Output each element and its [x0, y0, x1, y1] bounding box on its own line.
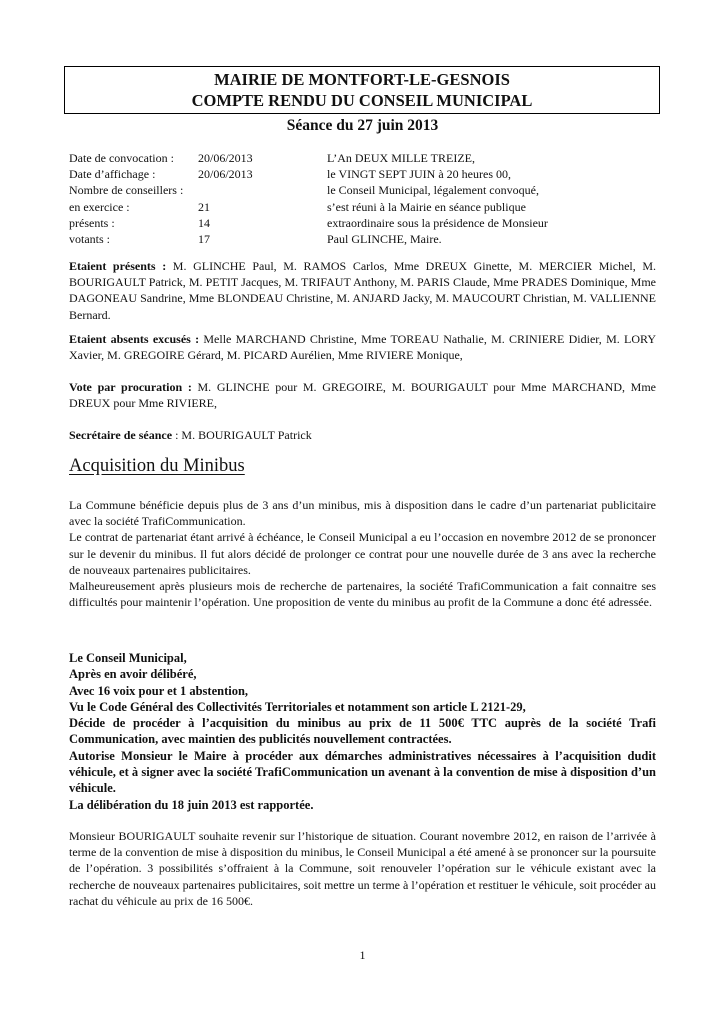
preamble-line: le Conseil Municipal, légalement convoqué, [327, 183, 539, 198]
preamble-line: extraordinaire sous la présidence de Monsieur [327, 215, 548, 230]
deliberation-block [69, 650, 656, 813]
intro-paragraph: Malheureusement après plusieurs mois de recherche de partenaires, la société TrafiCommunication a fait connaitre ses difficultés pour maintenir l’opération. Une proposition de vente du minibus au profit de la Commune a donc été adressée. [69, 579, 656, 610]
session-secretary [69, 427, 656, 443]
title-box [64, 66, 660, 114]
meta-label: Nombre de conseillers : [69, 183, 184, 198]
meta-value: 14 [198, 215, 210, 230]
meta-value [198, 182, 253, 198]
excused-members [69, 331, 656, 363]
meta-value: 20/06/2013 [198, 151, 253, 165]
meta-value: 21 [198, 199, 210, 214]
session-date: Séance du 27 juin 2013 [286, 117, 439, 134]
intro-paragraph: La Commune bénéficie depuis plus de 3 ans d’un minibus, mis à disposition dans le cadre d’un partenariat publicitaire avec la société TrafiCommunication. [69, 498, 656, 529]
proxy-label: Vote par procuration : [69, 380, 192, 394]
section-heading: Acquisition du Minibus [69, 456, 245, 476]
meta-value: 20/06/2013 [198, 167, 253, 182]
present-members [69, 258, 656, 323]
meta-label: en exercice : [69, 199, 130, 214]
intro-paragraph: Le contrat de partenariat étant arrivé à échéance, le Conseil Municipal a eu l’occasion en novembre 2012 de se prononcer sur le devenir du minibus. Il fut alors décidé de prolonger ce contrat pour une nouvelle durée de 3 ans avec la recherche de nouveaux partenaires publicitaires. [69, 530, 656, 577]
deliberation-line: Autorise Monsieur le Maire à procéder aux démarches administratives nécessaires à l’acquisition dudit véhicule, et à signer avec la société TrafiCommunication un avenant à la convention de mise à disposition d’un véhicule. [69, 748, 656, 796]
excused-label: Etaient absents excusés : [69, 332, 200, 346]
title-line-2: COMPTE RENDU DU CONSEIL MUNICIPAL [191, 91, 533, 110]
meta-label: votants : [69, 231, 110, 246]
proxy-votes [69, 379, 656, 411]
deliberation-line: Vu le Code Général des Collectivités Territoriales et notamment son article L 2121-29, [69, 699, 526, 714]
meta-labels [69, 150, 183, 247]
closing-paragraph: Monsieur BOURIGAULT souhaite revenir sur l’historique de situation. Courant novembre 2012, en raison de l’arrivée à terme de la convention de mise à disposition du minibus, le Conseil Municipal a été amené à se prononcer sur la poursuite de l’opération. 3 possibilités s’offraient à la Commune, soit renouveler l’opération sur le véhicule existant avec la recherche de nouveaux partenaires publicitaires, soit mettre un terme à l’opération et restituer le véhicule, soit procéder au rachat du véhicule au prix de 16 500€. [69, 829, 656, 908]
preamble-line: Paul GLINCHE, Maire. [327, 231, 442, 246]
meta-label: Date de convocation : [69, 151, 174, 165]
deliberation-line: Après en avoir délibéré, [69, 667, 197, 682]
proxy-list: M. GLINCHE pour M. GREGOIRE, M. BOURIGAULT pour Mme MARCHAND, Mme DREUX pour Mme RIVIERE, [69, 380, 656, 411]
meta-label: présents : [69, 215, 115, 230]
meta-values [198, 150, 253, 247]
deliberation-line: Avec 16 voix pour et 1 abstention, [69, 683, 249, 698]
meta-value: 17 [198, 231, 210, 246]
secretary-label: Secrétaire de séance [69, 428, 173, 442]
preamble [327, 150, 548, 247]
title-line-1: MAIRIE DE MONTFORT-LE-GESNOIS [214, 70, 510, 89]
page-number: 1 [359, 948, 366, 962]
meta-label: Date d’affichage : [69, 167, 156, 182]
excused-list: Melle MARCHAND Christine, Mme TOREAU Nathalie, M. CRINIERE Didier, M. LORY Xavier, M. GREGOIRE Gérard, M. PICARD Aurélien, Mme RIVIERE Monique, [69, 332, 656, 363]
present-list: M. GLINCHE Paul, M. RAMOS Carlos, Mme DREUX Ginette, M. MERCIER Michel, M. BOURIGAULT Patrick, M. PETIT Jacques, M. TRIFAUT Anthony, M. PARIS Claude, Mme PRADES Dominique, Mme DAGONEAU Sandrine, Mme BLONDEAU Christine, M. ANJARD Jacky, M. MAUCOURT Christian, M. VALLIENNE Bernard. [69, 259, 656, 322]
secretary-name: : M. BOURIGAULT Patrick [172, 428, 312, 442]
present-label: Etaient présents : [69, 259, 167, 273]
preamble-line: L’An DEUX MILLE TREIZE, [327, 151, 475, 165]
preamble-line: le VINGT SEPT JUIN à 20 heures 00, [327, 167, 511, 182]
deliberation-line: Décide de procéder à l’acquisition du minibus au prix de 11 500€ TTC auprès de la société Trafi Communication, avec maintien des publicités nouvellement contractées. [69, 716, 656, 747]
deliberation-line: La délibération du 18 juin 2013 est rapportée. [69, 797, 314, 812]
deliberation-line: Le Conseil Municipal, [69, 651, 187, 665]
intro-text [69, 497, 656, 610]
preamble-line: s’est réuni à la Mairie en séance publique [327, 199, 526, 214]
